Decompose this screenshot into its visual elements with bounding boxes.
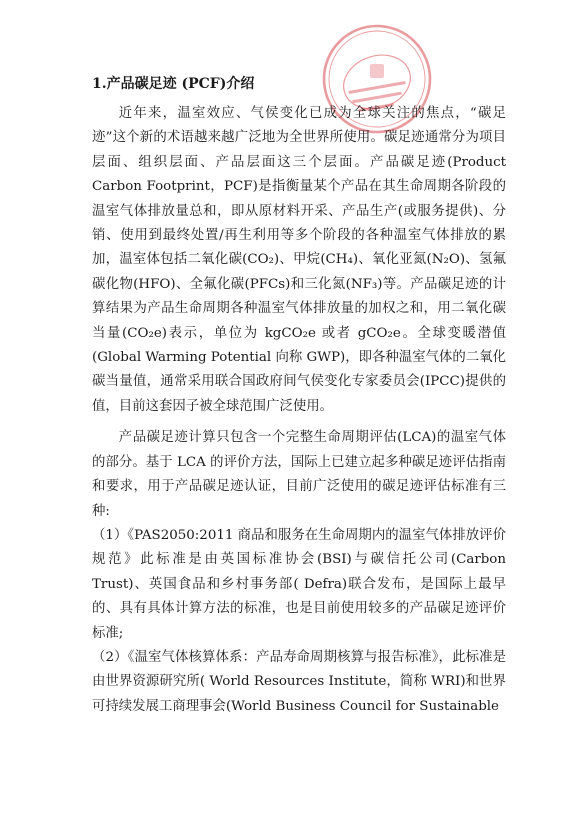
paragraph-pcf-definition: 近年来，温室效应、气侯变化已成为全球关注的焦点，“碳足迹”这个新的术语越来越广泛地为全世界所使用。碳足迹通常分为项目层面、组织层面、产品层面这三个层面。产品碳足迹(Product Carbon Footprint，PCF)是指衡量某个产品在其生命周期各阶段的温室气体排放量总和，即从原材料开采、产品生产(或服务提供)、分销、使用到最终处置/再生利用等多个阶段的各种温室气体排放的累加，温室体包括二氧化碳(CO₂)、甲烷(CH₄)、氧化亚氮(N₂O)、氢氟碳化物(HFO)、全氟化碳(PFCs)和三化氮(NF₃)等。产品碳足迹的计算结果为产品生命周期各种温室气体排放量的加权之和，用二氧化碳当量(CO₂e)表示，单位为 kgCO₂e 或者 gCO₂e。全球变暖潜值(Global Warming Potential 向称 GWP)，即各种温室气体的二氧化碳当量值，通常采用联合国政府间气侯变化专家委员会(IPCC)提供的值，目前这套因子被全球范围广泛使用。 bbox=[92, 106, 506, 414]
list-item-pas2050: （1）《PAS2050:2011 商品和服务在生命周期内的温室气体排放评价规范》此标准是由英国标准协会(BSI)与碳信托公司(Carbon Trust)、英国食品和乡村事务部( Defra)联合发布，是国际上最早的、具有具体计算方法的标准，也是目前使用较多的产品碳足迹评价标准; bbox=[92, 527, 506, 641]
section-heading: 1.产品碳足迹 (PCF)介绍 bbox=[92, 76, 255, 92]
paragraph-lca-standards: 产品碳足迹计算只包含一个完整生命周期评估(LCA)的温室气体的部分。基于 LCA 的评价方法，国际上已建立起多种碳足迹评估指南和要求，用于产品碳足迹认证，目前广泛使用的碳足迹评估标准有三种: bbox=[92, 430, 506, 519]
document-body bbox=[92, 74, 506, 719]
list-item-ghg-protocol: （2）《温室气体核算体系：产品寿命周期核算与报告标准》，此标准是由世界资源研究所( World Resources Institute，简称 WRI)和世界可持续发展工商理事会(World Business Council for Sustainable bbox=[92, 649, 506, 714]
